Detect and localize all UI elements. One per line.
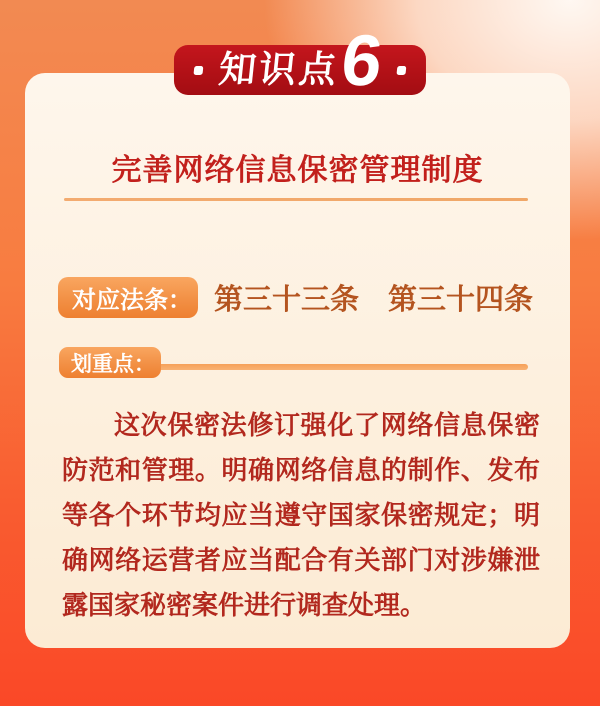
knowledge-point-badge <box>174 21 426 101</box>
body-paragraph: 这次保密法修订强化了网络信息保密防范和管理。明确网络信息的制作、发布等各个环节均应当遵守国家保密规定；明确网络运营者应当配合有关部门对涉嫌泄露国家秘密案件进行调查处理。 <box>62 410 540 620</box>
law-articles-text: 第三十三条 第三十四条 <box>214 284 534 316</box>
highlight-underline-bar <box>120 364 528 370</box>
knowledge-point-badge-inner <box>191 21 408 101</box>
title-divider <box>64 198 528 201</box>
badge-right-dot-icon <box>397 66 407 75</box>
law-articles-tag: 对应法条： <box>58 277 198 318</box>
knowledge-point-number: 6 <box>337 21 387 101</box>
card-title: 完善网络信息保密管理制度 <box>111 154 484 187</box>
law-articles-row <box>58 277 533 318</box>
badge-left-dot-icon <box>194 66 204 75</box>
knowledge-point-label: 知识点 <box>216 49 342 90</box>
highlight-tag: 划重点： <box>59 347 161 378</box>
